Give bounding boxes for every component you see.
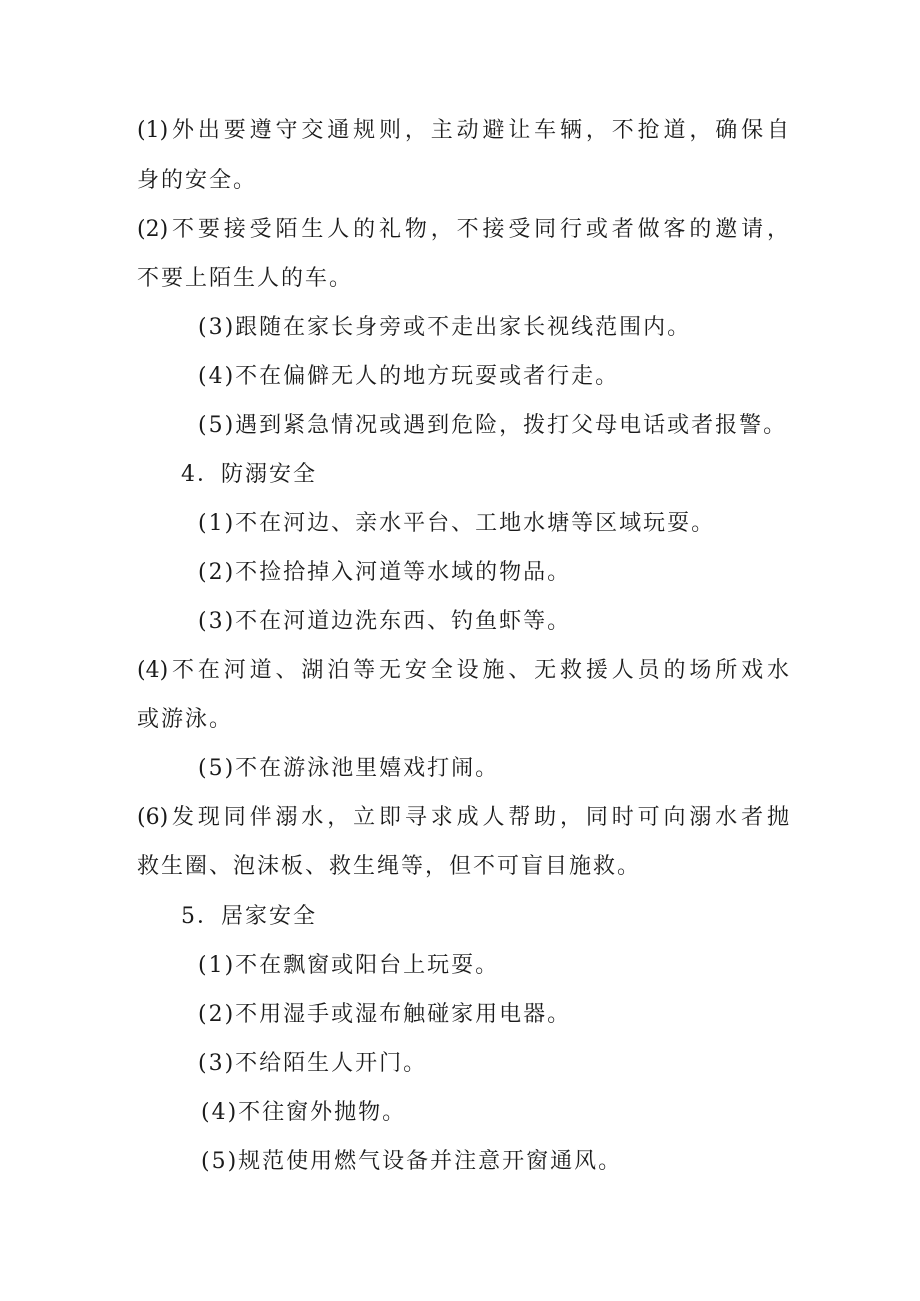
section-5-item-3: (3)不给陌生人开门。 — [198, 1051, 428, 1076]
section-4-item-6-line-2: 救生圈、泡沫板、救生绳等，但不可盲目施救。 — [137, 854, 642, 879]
section-5-item-5: (5)规范使用燃气设备并注意开窗通风。 — [201, 1149, 623, 1174]
section-5-heading: 5．居家安全 — [181, 904, 317, 929]
section-4-item-3: (3)不在河道边洗东西、钓鱼虾等。 — [198, 609, 572, 634]
paragraph-1-line-2: 身的安全。 — [137, 168, 258, 193]
paragraph-3: (3)跟随在家长身旁或不走出家长视线范围内。 — [198, 315, 692, 340]
section-5-item-4: (4)不往窗外抛物。 — [201, 1100, 407, 1125]
section-4-item-6-line-1: (6)发现同伴溺水，立即寻求成人帮助，同时可向溺水者抛 — [137, 805, 789, 830]
paragraph-1-line-1: (1)外出要遵守交通规则，主动避让车辆，不抢道，确保自 — [137, 118, 789, 143]
paragraph-5: (5)遇到紧急情况或遇到危险，拨打父母电话或者报警。 — [198, 413, 788, 438]
paragraph-2-line-2: 不要上陌生人的车。 — [137, 266, 354, 291]
section-5-item-2: (2)不用湿手或湿布触碰家用电器。 — [198, 1002, 572, 1027]
section-4-item-4-line-2: 或游泳。 — [137, 707, 234, 732]
paragraph-4: (4)不在偏僻无人的地方玩耍或者行走。 — [198, 364, 620, 389]
paragraph-2-line-1: (2)不要接受陌生人的礼物，不接受同行或者做客的邀请， — [137, 217, 789, 242]
section-4-item-2: (2)不捡拾掉入河道等水域的物品。 — [198, 560, 572, 585]
section-4-item-5: (5)不在游泳池里嬉戏打闹。 — [198, 756, 500, 781]
section-4-heading: 4．防溺安全 — [181, 462, 317, 487]
section-4-item-1: (1)不在河边、亲水平台、工地水塘等区域玩耍。 — [198, 511, 716, 536]
section-5-item-1: (1)不在飘窗或阳台上玩耍。 — [198, 953, 500, 978]
section-4-item-4-line-1: (4)不在河道、湖泊等无安全设施、无救援人员的场所戏水 — [137, 658, 789, 683]
